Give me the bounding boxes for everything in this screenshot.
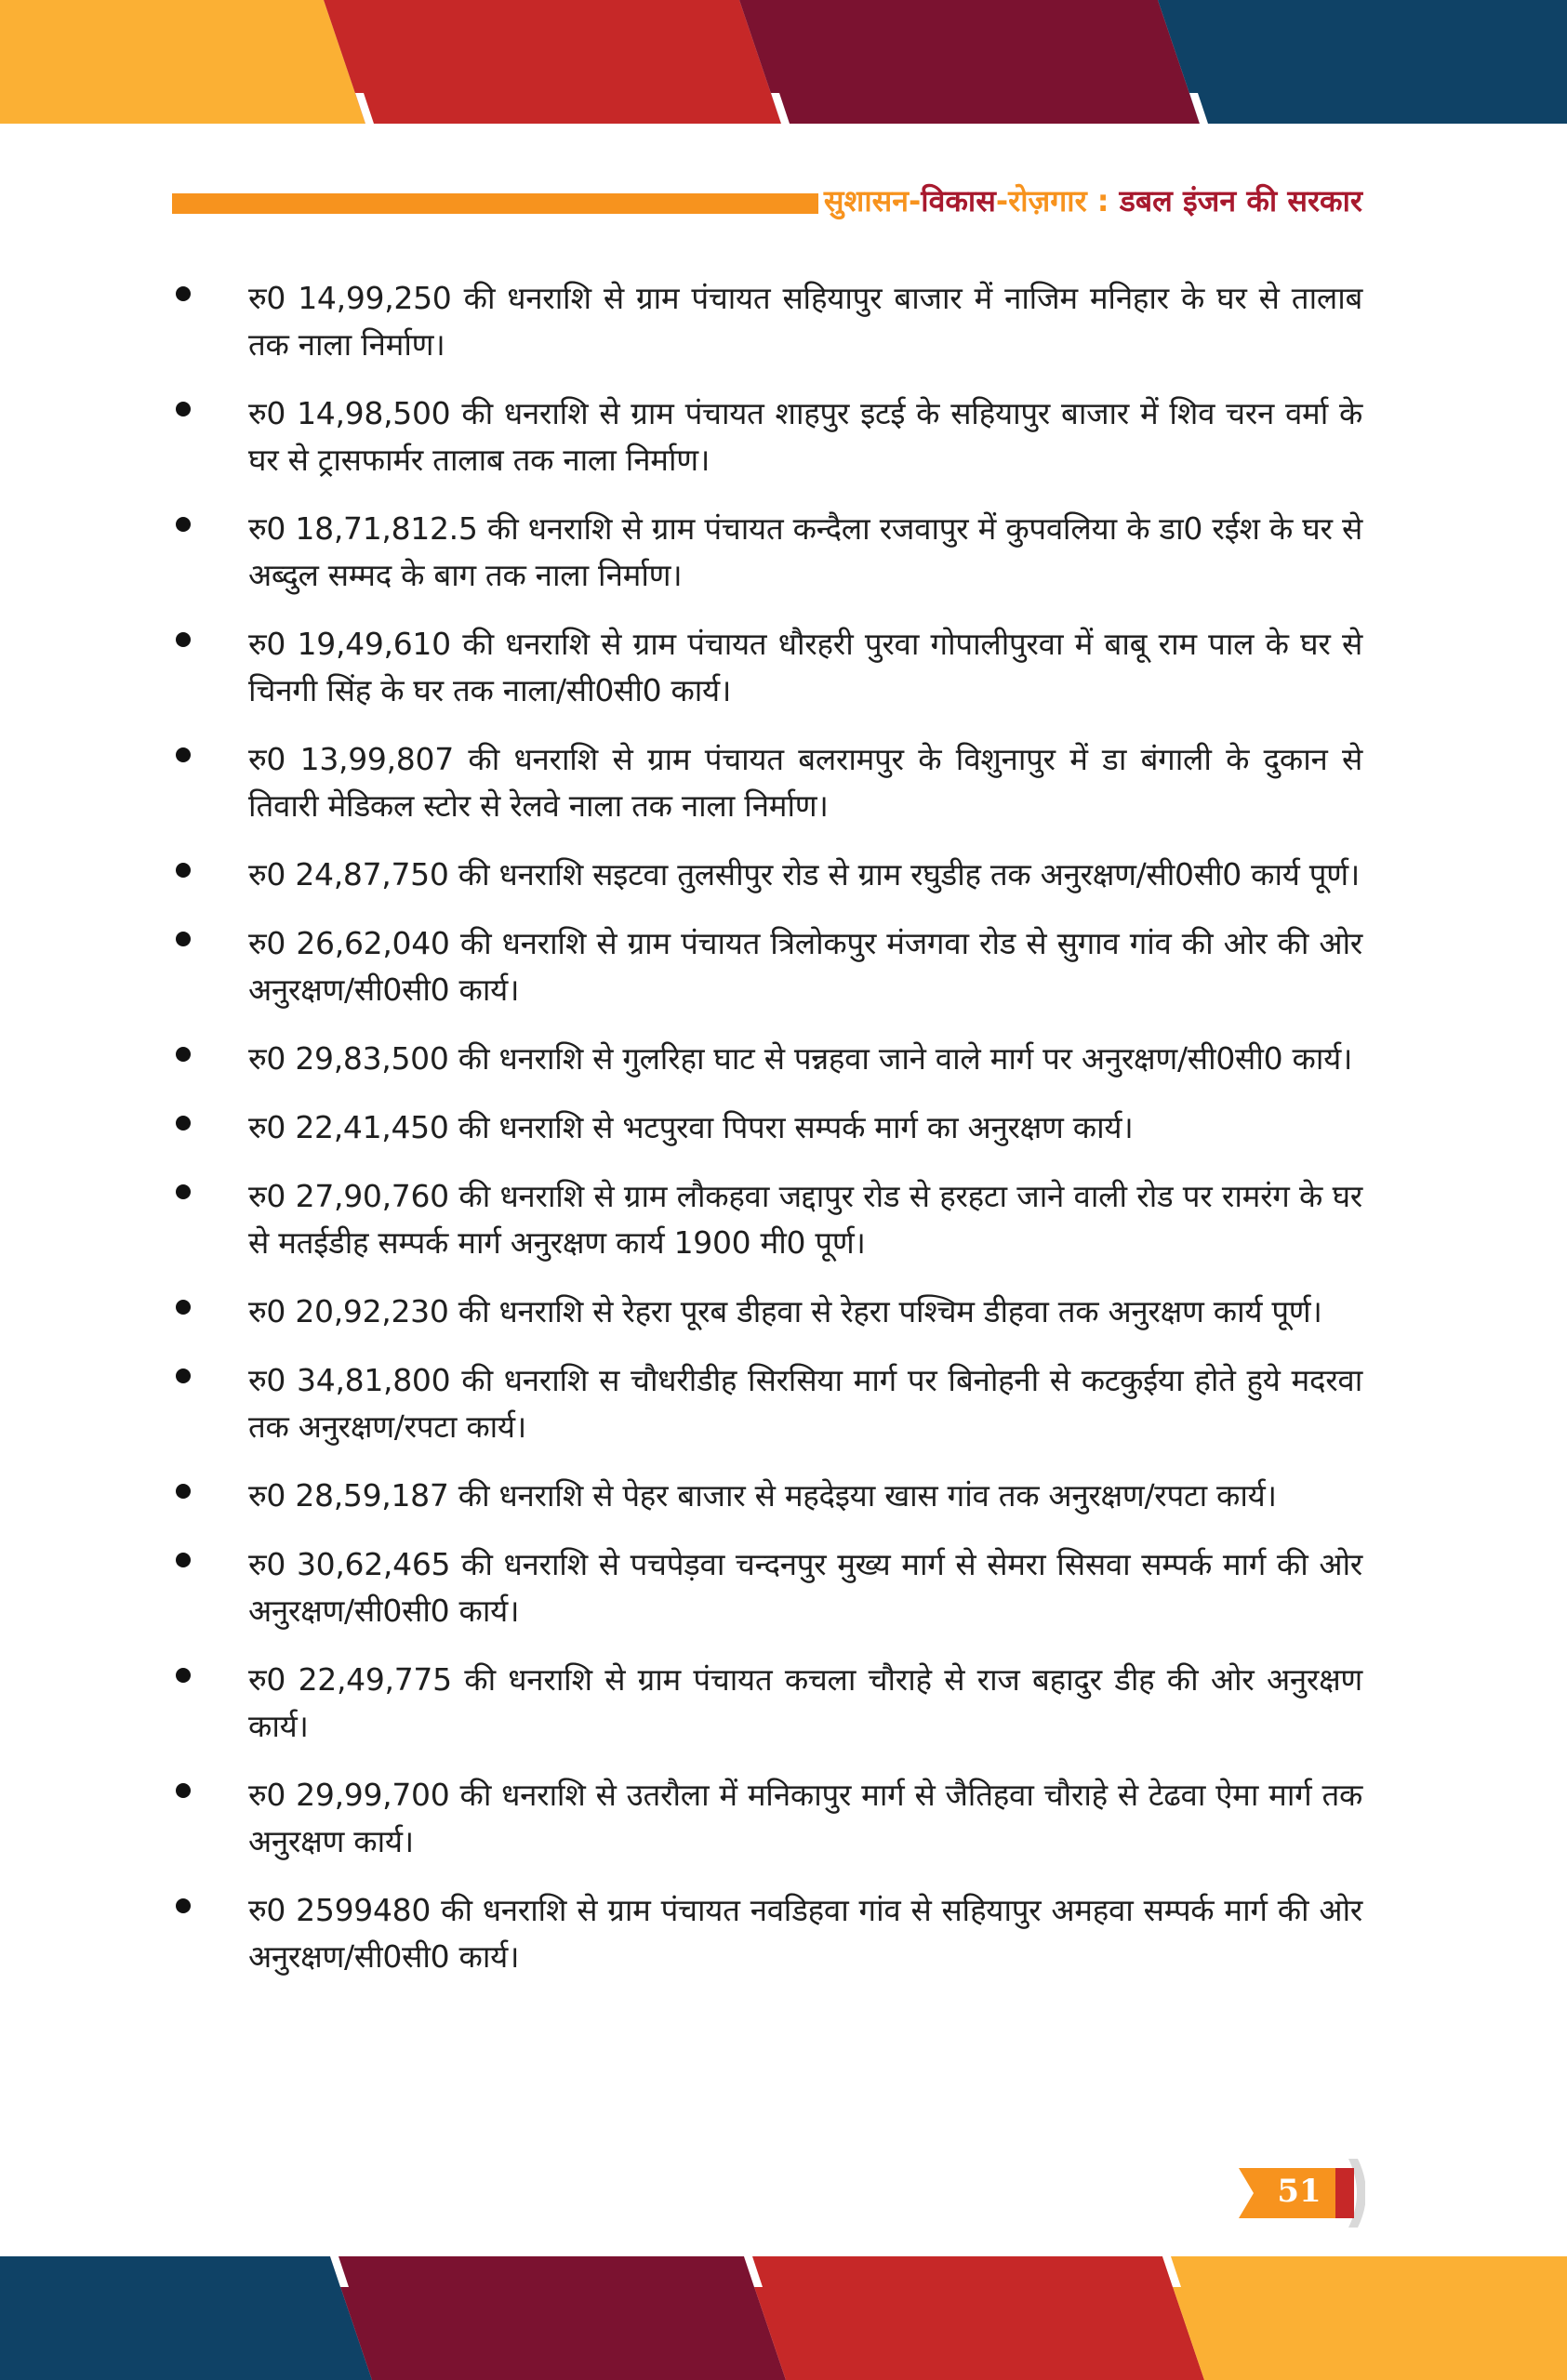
bullet-icon bbox=[176, 1783, 191, 1798]
list-item-text: रु0 19,49,610 की धनराशि से ग्राम पंचायत धौरहरी पुरवा गोपालीपुरवा में बाबू राम पाल के घर से चिनगी सिंह के घर तक नाला/सी0सी0 कार्य। bbox=[248, 626, 1362, 708]
project-list bbox=[172, 275, 1362, 2003]
list-item-text: रु0 20,92,230 की धनराशि से रेहरा पूरब डीहवा से रेहरा पश्चिम डीहवा तक अनुरक्षण कार्य पूर्ण। bbox=[248, 1293, 1322, 1329]
list-item-text: रु0 2599480 की धनराशि से ग्राम पंचायत नवडिहवा गांव से सहियापुर अमहवा सम्पर्क मार्ग की ओर अनुरक्षण/सी0सी0 कार्य। bbox=[248, 1892, 1362, 1975]
list-item-text: रु0 24,87,750 की धनराशि सइटवा तुलसीपुर रोड से ग्राम रघुडीह तक अनुरक्षण/सी0सी0 कार्य पूर्ण। bbox=[248, 856, 1360, 892]
list-item bbox=[172, 1541, 1362, 1634]
list-item bbox=[172, 390, 1362, 483]
list-item bbox=[172, 1657, 1362, 1750]
list-item-text: रु0 13,99,807 की धनराशि से ग्राम पंचायत बलरामपुर के विशुनापुर में डा बंगाली के दुकान से तिवारी मेडिकल स्टोर से रेलवे नाला तक नाला निर्माण। bbox=[248, 741, 1362, 824]
list-item-text: रु0 28,59,187 की धनराशि से पेहर बाजार से महदेइया खास गांव तक अनुरक्षण/रपटा कार्य। bbox=[248, 1477, 1277, 1514]
bullet-icon bbox=[176, 863, 191, 878]
bullet-icon bbox=[176, 1484, 191, 1499]
list-item-text: रु0 14,99,250 की धनराशि से ग्राम पंचायत सहियापुर बाजार में नाजिम मनिहार के घर से तालाब तक नाला निर्माण। bbox=[248, 280, 1362, 363]
header-accent-bar bbox=[172, 193, 818, 214]
list-item-text: रु0 26,62,040 की धनराशि से ग्राम पंचायत त्रिलोकपुर मंजगवा रोड से सुगाव गांव की ओर की ओर अनुरक्षण/सी0सी0 कार्य। bbox=[248, 925, 1362, 1008]
list-item bbox=[172, 506, 1362, 599]
list-item bbox=[172, 1289, 1362, 1335]
list-item-text: रु0 22,49,775 की धनराशि से ग्राम पंचायत कचला चौराहे से राज बहादुर डीह की ओर अनुरक्षण कार्य। bbox=[248, 1661, 1362, 1744]
bullet-icon bbox=[176, 517, 191, 532]
bullet-icon bbox=[176, 402, 191, 416]
bullet-icon bbox=[176, 747, 191, 762]
list-item bbox=[172, 1887, 1362, 1980]
bullet-icon bbox=[176, 1898, 191, 1913]
list-item bbox=[172, 1357, 1362, 1450]
list-item bbox=[172, 275, 1362, 368]
list-item-text: रु0 30,62,465 की धनराशि से पचपेड़वा चन्दनपुर मुख्य मार्ग से सेमरा सिसवा सम्पर्क मार्ग की ओर अनुरक्षण/सी0सी0 कार्य। bbox=[248, 1546, 1362, 1629]
page-number: 51 bbox=[1277, 2173, 1321, 2210]
header-title: सुशासन-विकास-रोज़गार : डबल इंजन की सरकार bbox=[823, 183, 1362, 218]
list-item-text: रु0 14,98,500 की धनराशि से ग्राम पंचायत शाहपुर इटई के सहियापुर बाजार में शिव चरन वर्मा के घर से ट्रासफार्मर तालाब तक नाला निर्माण। bbox=[248, 395, 1362, 478]
list-item bbox=[172, 1772, 1362, 1865]
list-item bbox=[172, 621, 1362, 714]
list-item-text: रु0 34,81,800 की धनराशि स चौधरीडीह सिरसिया मार्ग पर बिनोहनी से कटकुईया होते हुये मदरवा तक अनुरक्षण/रपटा कार्य। bbox=[248, 1362, 1362, 1445]
bullet-icon bbox=[176, 1047, 191, 1062]
bullet-icon bbox=[176, 1368, 191, 1383]
list-item bbox=[172, 736, 1362, 829]
list-item bbox=[172, 852, 1362, 898]
top-color-band bbox=[0, 0, 1567, 124]
list-item bbox=[172, 1473, 1362, 1519]
bottom-color-band bbox=[0, 2256, 1567, 2380]
running-header bbox=[172, 182, 1362, 223]
bullet-icon bbox=[176, 1116, 191, 1130]
bullet-icon bbox=[176, 1300, 191, 1315]
list-item bbox=[172, 1036, 1362, 1082]
page-number-badge bbox=[1239, 2159, 1365, 2228]
list-item-text: रु0 22,41,450 की धनराशि से भटपुरवा पिपरा सम्पर्क मार्ग का अनुरक्षण कार्य। bbox=[248, 1109, 1134, 1145]
bullet-icon bbox=[176, 286, 191, 301]
bullet-icon bbox=[176, 932, 191, 946]
list-item-text: रु0 29,99,700 की धनराशि से उतरौला में मनिकापुर मार्ग से जैतिहवा चौराहे से टेढवा ऐमा मार्ग तक अनुरक्षण कार्य। bbox=[248, 1777, 1362, 1859]
list-item-text: रु0 27,90,760 की धनराशि से ग्राम लौकहवा जद्दापुर रोड से हरहटा जाने वाली रोड पर रामरंग के घर से मतईडीह सम्पर्क मार्ग अनुरक्षण कार्य 1900 मी0 पूर्ण। bbox=[248, 1178, 1362, 1261]
list-item bbox=[172, 1104, 1362, 1151]
bullet-icon bbox=[176, 1553, 191, 1567]
list-item bbox=[172, 920, 1362, 1013]
list-item bbox=[172, 1173, 1362, 1266]
bullet-icon bbox=[176, 1184, 191, 1199]
bullet-icon bbox=[176, 1668, 191, 1683]
bullet-icon bbox=[176, 632, 191, 647]
list-item-text: रु0 18,71,812.5 की धनराशि से ग्राम पंचायत कन्दैला रजवापुर में कुपवलिया के डा0 रईश के घर से अब्दुल सम्मद के बाग तक नाला निर्माण। bbox=[248, 510, 1362, 593]
list-item-text: रु0 29,83,500 की धनराशि से गुलरिहा घाट से पन्नहवा जाने वाले मार्ग पर अनुरक्षण/सी0सी0 कार्य। bbox=[248, 1040, 1353, 1077]
